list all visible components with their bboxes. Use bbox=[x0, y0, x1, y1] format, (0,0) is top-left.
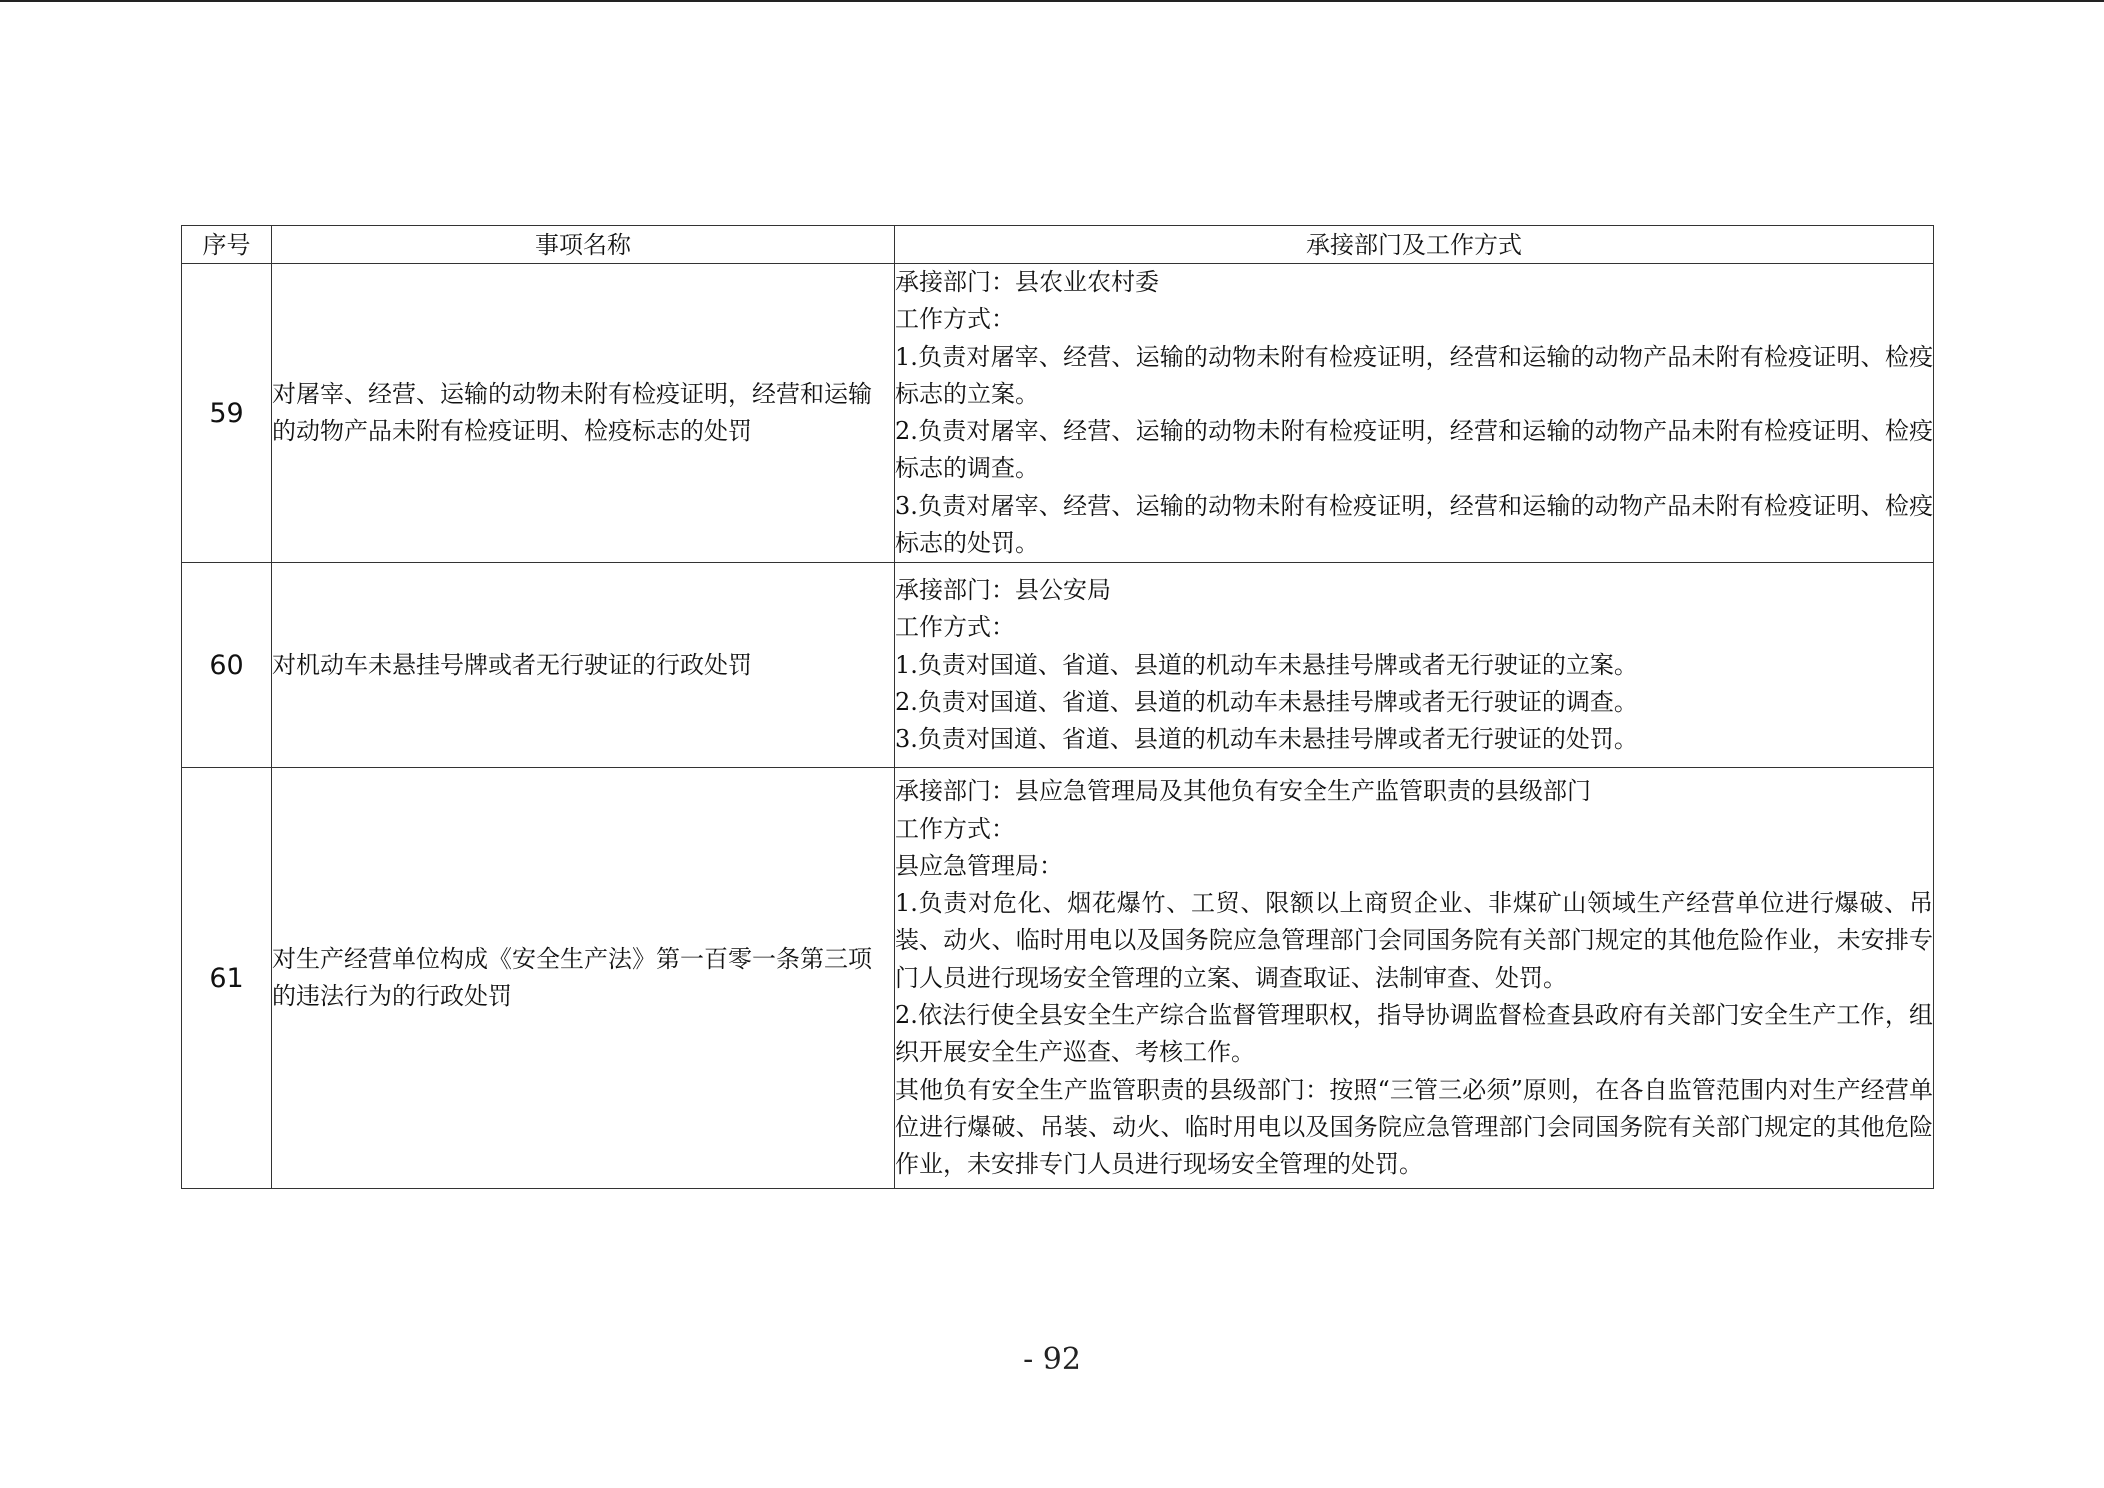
matter-name-cell: 对生产经营单位构成《安全生产法》第一百零一条第三项的违法行为的行政处罚 bbox=[272, 768, 895, 1189]
header-department-and-method: 承接部门及工作方式 bbox=[895, 226, 1934, 264]
method-step-line: 2.负责对国道、省道、县道的机动车未悬挂号牌或者无行驶证的调查。 bbox=[895, 688, 1638, 717]
department-method-cell bbox=[895, 264, 1934, 563]
header-serial-number: 序号 bbox=[182, 226, 272, 264]
matter-name-cell: 对机动车未悬挂号牌或者无行驶证的行政处罚 bbox=[272, 563, 895, 768]
table-row bbox=[182, 563, 1934, 768]
method-step-line: 1.负责对屠宰、经营、运输的动物未附有检疫证明，经营和运输的动物产品未附有检疫证明、检疫标志的立案。 bbox=[895, 342, 1933, 408]
department-line: 承接部门：县应急管理局及其他负有安全生产监管职责的县级部门 bbox=[895, 777, 1591, 806]
method-step-line: 2.依法行使全县安全生产综合监督管理职权，指导协调监督检查县政府有关部门安全生产工作，组织开展安全生产巡查、考核工作。 bbox=[895, 1001, 1933, 1067]
method-step-line: 3.负责对屠宰、经营、运输的动物未附有检疫证明，经营和运输的动物产品未附有检疫证明、检疫标志的处罚。 bbox=[895, 491, 1933, 558]
matter-name-cell: 对屠宰、经营、运输的动物未附有检疫证明，经营和运输的动物产品未附有检疫证明、检疫标志的处罚 bbox=[272, 264, 895, 563]
table-row bbox=[182, 768, 1934, 1189]
page-number: - 92 bbox=[1023, 1342, 1081, 1377]
department-method-cell bbox=[895, 768, 1934, 1189]
serial-number-cell: 61 bbox=[182, 768, 272, 1189]
method-label-line: 工作方式： bbox=[895, 814, 1015, 843]
method-label-line: 工作方式： bbox=[895, 305, 1015, 334]
department-line: 承接部门：县公安局 bbox=[895, 576, 1111, 605]
department-method-cell bbox=[895, 563, 1934, 768]
method-step-line: 3.负责对国道、省道、县道的机动车未悬挂号牌或者无行驶证的处罚。 bbox=[895, 725, 1638, 754]
serial-number-cell: 60 bbox=[182, 563, 272, 768]
matters-table bbox=[181, 225, 1934, 1189]
header-matter-name: 事项名称 bbox=[272, 226, 895, 264]
method-label-line: 工作方式： bbox=[895, 613, 1015, 642]
serial-number-cell: 59 bbox=[182, 264, 272, 563]
table-row bbox=[182, 264, 1934, 563]
table-header-row bbox=[182, 226, 1934, 264]
method-step-line: 1.负责对国道、省道、县道的机动车未悬挂号牌或者无行驶证的立案。 bbox=[895, 650, 1638, 679]
department-line: 承接部门：县农业农村委 bbox=[895, 268, 1159, 296]
method-step-line: 2.负责对屠宰、经营、运输的动物未附有检疫证明，经营和运输的动物产品未附有检疫证明、检疫标志的调查。 bbox=[895, 417, 1933, 483]
top-border-line bbox=[0, 0, 2104, 2]
method-step-line: 1.负责对危化、烟花爆竹、工贸、限额以上商贸企业、非煤矿山领域生产经营单位进行爆破、吊装、动火、临时用电以及国务院应急管理部门会同国务院有关部门规定的其他危险作业，未安排专门人员进行现场安全管理的立案、调查取证、法制审查、处罚。 bbox=[895, 889, 1933, 992]
other-departments-line: 其他负有安全生产监管职责的县级部门：按照“三管三必须”原则，在各自监管范围内对生产经营单位进行爆破、吊装、动火、临时用电以及国务院应急管理部门会同国务院有关部门规定的其他危险作业，未安排专门人员进行现场安全管理的处罚。 bbox=[895, 1075, 1933, 1179]
sub-department-label-line: 县应急管理局： bbox=[895, 851, 1063, 880]
